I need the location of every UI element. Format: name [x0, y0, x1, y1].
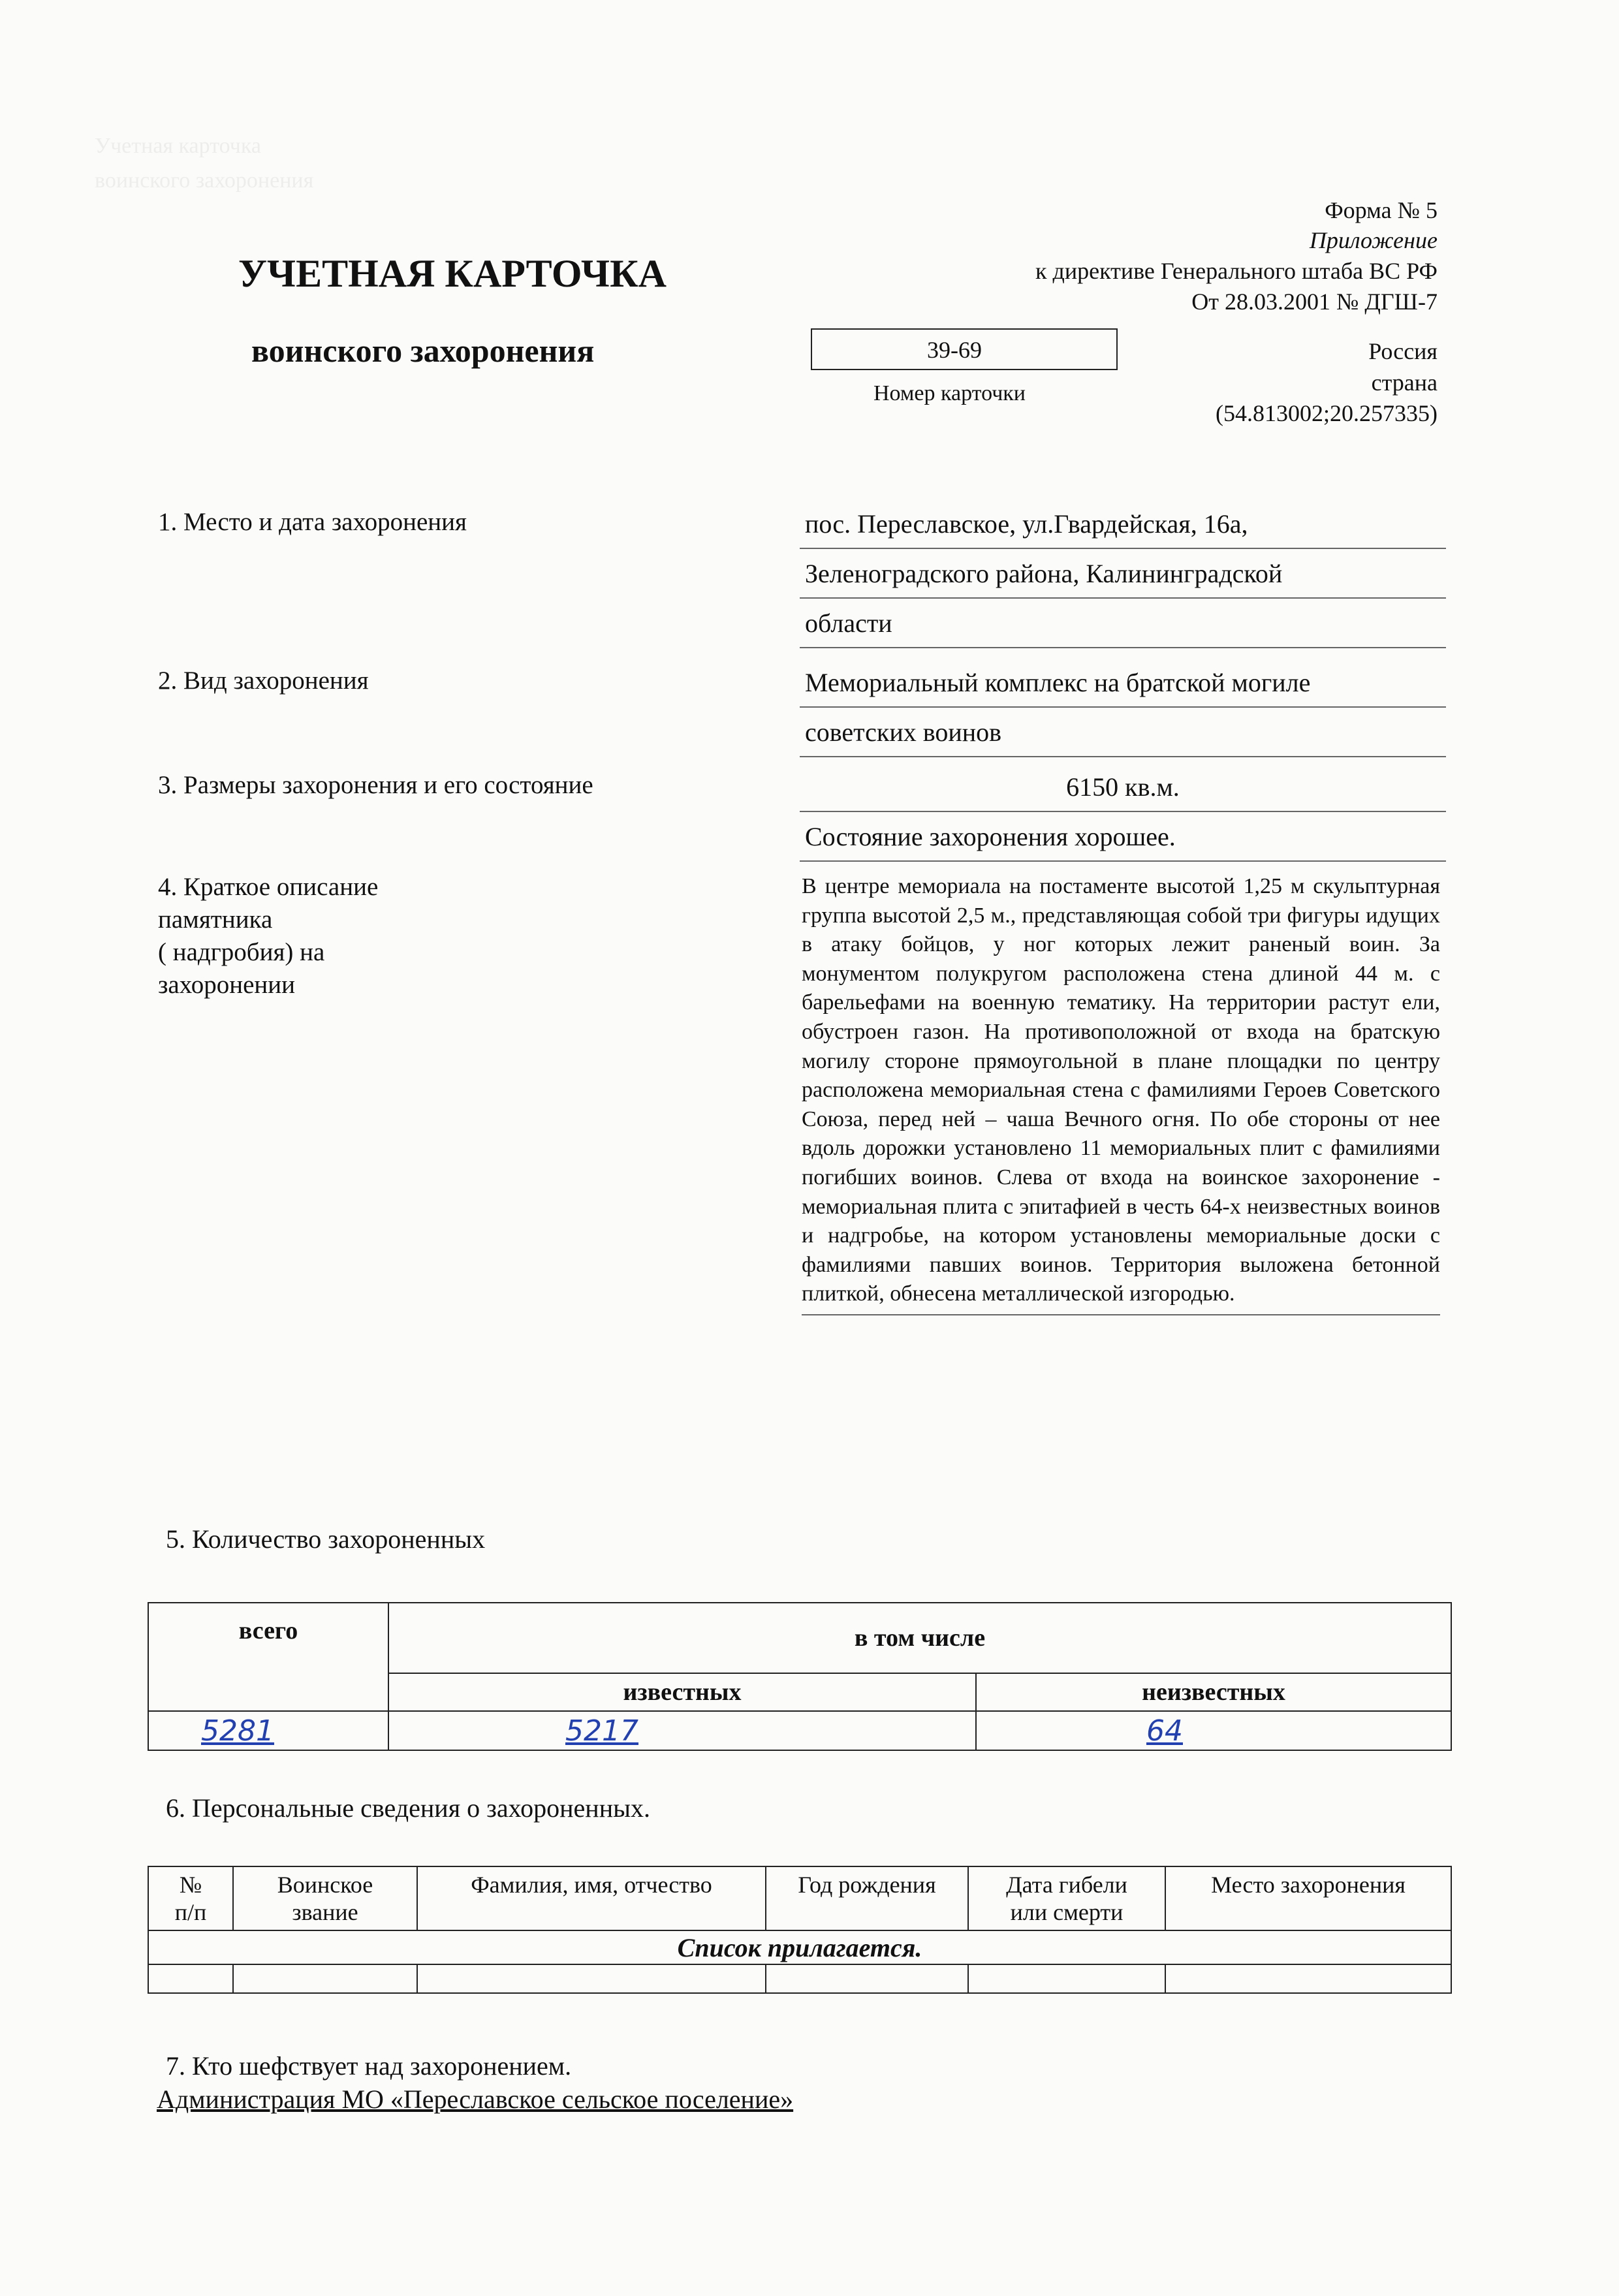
area-value: 6150 кв.м. — [800, 763, 1446, 812]
condition-value: Состояние захоронения хорошее. — [800, 812, 1446, 862]
col-total-header: всего — [148, 1603, 388, 1711]
country-name: Россия — [1368, 338, 1438, 364]
empty-cell — [766, 1964, 968, 1993]
col-burial-place: Место захоронения — [1165, 1866, 1451, 1930]
place-line: пос. Переславское, ул.Гвардейская, 16а, — [800, 499, 1446, 549]
total-count-value: 5281 — [201, 1714, 274, 1748]
card-subtitle: воинского захоронения — [251, 332, 595, 369]
personal-label: 6. Персональные сведения о захороненных. — [166, 1793, 650, 1823]
patron-label: 7. Кто шефствует над захоронением. — [166, 2051, 572, 2081]
unknown-count-value: 64 — [1146, 1714, 1183, 1748]
monument-label-line: захоронении — [158, 971, 296, 999]
form-number: Форма № 5 — [1325, 197, 1438, 223]
personal-table — [148, 1866, 1452, 1994]
unknown-count — [976, 1711, 1451, 1750]
patron-value: Администрация МО «Переславское сельское поселение» — [157, 2084, 794, 2114]
empty-cell — [233, 1964, 417, 1993]
col-known-header: известных — [388, 1673, 976, 1711]
size-label: 3. Размеры захоронения и его состояние — [158, 771, 593, 799]
form-appendix: Приложение — [1309, 227, 1438, 253]
place-line: области — [800, 599, 1446, 648]
empty-cell — [417, 1964, 766, 1993]
empty-cell — [148, 1964, 233, 1993]
total-count — [148, 1711, 388, 1750]
monument-label-line: ( надгробия) на — [158, 938, 325, 966]
known-count — [388, 1711, 976, 1750]
country-label: страна — [1371, 370, 1438, 396]
card-title: УЧЕТНАЯ КАРТОЧКА — [238, 252, 667, 295]
col-including-header: в том числе — [388, 1603, 1451, 1673]
list-attached-note: Список прилагается. — [148, 1930, 1451, 1964]
empty-cell — [1165, 1964, 1451, 1993]
monument-label-line: памятника — [158, 905, 273, 934]
count-label: 5. Количество захороненных — [166, 1524, 486, 1554]
type-line: Мемориальный комплекс на братской могиле — [800, 658, 1446, 708]
monument-label-line: 4. Краткое описание — [158, 873, 379, 901]
empty-cell — [968, 1964, 1165, 1993]
monument-label — [158, 871, 378, 1001]
col-number: № п/п — [148, 1866, 233, 1930]
count-table — [148, 1602, 1452, 1751]
coordinates: (54.813002;20.257335) — [1216, 400, 1438, 426]
known-count-value: 5217 — [565, 1714, 638, 1748]
bleed-through-text: воинского захоронения — [95, 168, 314, 193]
form-date: От 28.03.2001 № ДГШ-7 — [1191, 289, 1438, 315]
col-death-date: Дата гибели или смерти — [968, 1866, 1165, 1930]
card-number-label: Номер карточки — [873, 381, 1026, 405]
place-label: 1. Место и дата захоронения — [158, 508, 467, 536]
monument-description: В центре мемориала на постаменте высотой 1,25 м скульптурная группа высотой 2,5 м., представляющая собой три фигуры идущих в атаку бойцов, у ног которых лежит раненый воин. За монументом полукругом расположена стена длиной 44 м. с барельефами на военную тематику. На территории растут ели, обустроен газон. На противоположной от входа на братскую могилу стороне прямоугольной в плане площадки по центру расположена мемориальная стена с фамилиями Героев Советского Союза, перед ней – чаша Вечного огня. По обе стороны от нее вдоль дорожки установлено 11 мемориальных плит с фамилиями погибших воинов. Слева от входа на воинское захоронение - мемориальная плита с эпитафией в честь 64-х неизвестных воинов и надгробье, на котором установлены мемориальные доски с фамилиями павших воинов. Территория выложена бетонной плиткой, обнесена металлической изгородью. — [802, 872, 1440, 1315]
col-birth-year: Год рождения — [766, 1866, 968, 1930]
type-value — [800, 658, 1446, 757]
bleed-through-text: Учетная карточка — [95, 134, 261, 158]
place-line: Зеленоградского района, Калининградской — [800, 549, 1446, 599]
size-value — [800, 763, 1446, 862]
col-full-name: Фамилия, имя, отчество — [417, 1866, 766, 1930]
col-unknown-header: неизвестных — [976, 1673, 1451, 1711]
form-directive: к директиве Генерального штаба ВС РФ — [1035, 258, 1438, 284]
type-line: советских воинов — [800, 708, 1446, 757]
place-value — [800, 499, 1446, 648]
type-label: 2. Вид захоронения — [158, 667, 369, 695]
col-rank: Воинское звание — [233, 1866, 417, 1930]
card-number-box: 39-69 — [811, 328, 1118, 370]
